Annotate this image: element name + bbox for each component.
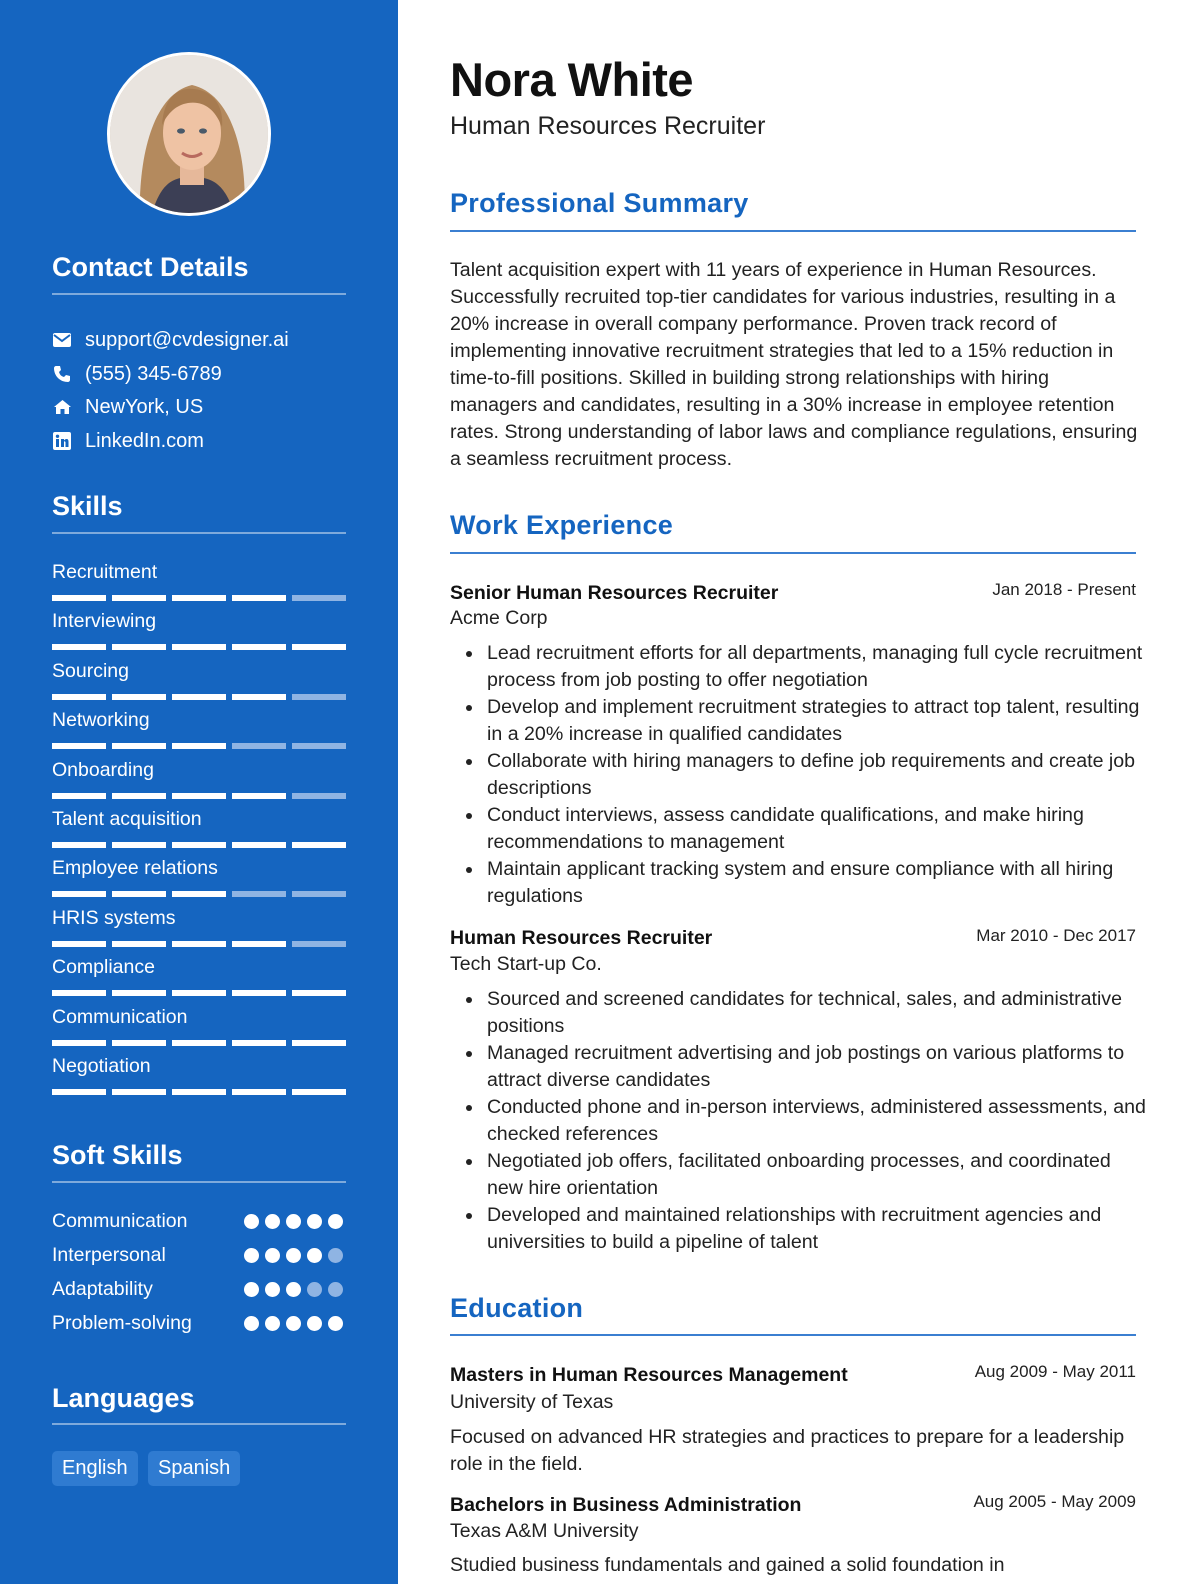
soft-skill-name: Communication: [52, 1210, 188, 1232]
skill-level-segment: [172, 644, 226, 650]
contact-email-text: support@cvdesigner.ai: [85, 328, 289, 351]
contact-phone-text: (555) 345-6789: [85, 362, 222, 385]
skill-level-segment: [172, 1089, 226, 1095]
soft-skill-rating: [244, 1214, 343, 1229]
rating-dot: [265, 1282, 280, 1297]
experience-divider: [450, 552, 1136, 554]
skills-heading: Skills: [52, 491, 123, 521]
rating-dot: [307, 1282, 322, 1297]
skill-level-segment: [172, 990, 226, 996]
skill-level-segment: [232, 595, 286, 601]
skill-level-segment: [172, 842, 226, 848]
skill-level-segment: [292, 595, 346, 601]
skill-level-segment: [112, 694, 166, 700]
skill-level-segment: [112, 1040, 166, 1046]
degree-description: Studied business fundamentals and gained a solid foundation in: [450, 1554, 1005, 1576]
skill-level-segment: [172, 694, 226, 700]
soft-skill-name: Interpersonal: [52, 1244, 166, 1266]
skill-level-segment: [232, 743, 286, 749]
skill-level-segment: [112, 644, 166, 650]
skill-level-segment: [232, 1089, 286, 1095]
contact-linkedin-text: LinkedIn.com: [85, 429, 204, 452]
skill-level-segment: [52, 793, 106, 799]
degree-dates: Aug 2005 - May 2009: [973, 1492, 1136, 1511]
job-bullet: Developed and maintained relationships with recruitment agencies and universities to build a pipeline of talent: [450, 1202, 1150, 1256]
job-title: Senior Human Resources Recruiter: [450, 582, 779, 604]
school-name: University of Texas: [450, 1391, 614, 1413]
job-bullet: Conducted phone and in-person interviews, administered assessments, and checked references: [450, 1094, 1150, 1148]
skill-level-segment: [172, 595, 226, 601]
rating-dot: [286, 1248, 301, 1263]
languages-divider: [52, 1423, 346, 1425]
skill-level-segment: [52, 1089, 106, 1095]
skill-level-bar: [52, 644, 346, 651]
rating-dot: [244, 1316, 259, 1331]
skill-level-segment: [52, 644, 106, 650]
degree-description: Focused on advanced HR strategies and practices to prepare for a leadership role in the field.: [450, 1426, 1125, 1475]
job-bullets: [450, 986, 1150, 1256]
skill-level-segment: [172, 941, 226, 947]
rating-dot: [286, 1214, 301, 1229]
contact-phone[interactable]: [52, 361, 222, 387]
skill-name: HRIS systems: [52, 907, 176, 929]
job-bullet: Maintain applicant tracking system and ensure compliance with all hiring regulations: [450, 856, 1150, 910]
skill-name: Sourcing: [52, 660, 129, 682]
skill-level-bar: [52, 793, 346, 800]
soft-skill-name: Adaptability: [52, 1278, 153, 1300]
skill-level-segment: [52, 595, 106, 601]
skill-level-segment: [52, 941, 106, 947]
rating-dot: [286, 1282, 301, 1297]
rating-dot: [328, 1316, 343, 1331]
skill-level-segment: [232, 694, 286, 700]
job-bullet: Negotiated job offers, facilitated onboarding processes, and coordinated new hire orientation: [450, 1148, 1150, 1202]
soft-skills-divider: [52, 1181, 346, 1183]
rating-dot: [328, 1214, 343, 1229]
skill-name: Communication: [52, 1006, 188, 1028]
skill-level-segment: [292, 941, 346, 947]
skill-level-segment: [232, 941, 286, 947]
skill-level-segment: [52, 842, 106, 848]
skill-level-segment: [292, 842, 346, 848]
rating-dot: [286, 1316, 301, 1331]
contact-email[interactable]: [52, 327, 289, 353]
main-content: [398, 0, 1200, 1584]
degree-dates: Aug 2009 - May 2011: [974, 1362, 1136, 1381]
contact-heading: Contact Details: [52, 252, 249, 282]
skill-level-segment: [292, 891, 346, 897]
rating-dot: [307, 1248, 322, 1263]
summary-divider: [450, 230, 1136, 232]
skill-level-segment: [112, 595, 166, 601]
soft-skill-rating: [244, 1282, 343, 1297]
home-icon: [52, 397, 72, 417]
skill-level-segment: [112, 1089, 166, 1095]
job-dates: Mar 2010 - Dec 2017: [976, 926, 1136, 945]
contact-location-text: NewYork, US: [85, 395, 204, 418]
skill-name: Compliance: [52, 956, 155, 978]
soft-skill-name: Problem-solving: [52, 1312, 192, 1334]
summary-heading: Professional Summary: [450, 188, 749, 218]
skill-level-bar: [52, 1040, 346, 1047]
rating-dot: [244, 1282, 259, 1297]
school-name: Texas A&M University: [450, 1520, 639, 1542]
summary-text: Talent acquisition expert with 11 years of experience in Human Resources. Successfully recruited top-tier candidates for various industries, resulting in a 20% increase in overall company performance. Proven track record of implementing innovative recruitment strategies that led to a 15% reduction in time-to-fill positions. Skilled in building strong relationships with hiring managers and candidates, resulting in a 30% increase in employee retention rates. Strong understanding of labor laws and compliance regulations, ensuring a seamless recruitment process.: [450, 259, 1138, 470]
contact-divider: [52, 293, 346, 295]
job-bullet: Managed recruitment advertising and job postings on various platforms to attract diverse candidates: [450, 1040, 1150, 1094]
rating-dot: [265, 1248, 280, 1263]
job-bullets: [450, 640, 1150, 910]
soft-skill-rating: [244, 1316, 343, 1331]
degree-title: Bachelors in Business Administration: [450, 1494, 802, 1516]
skill-level-segment: [52, 694, 106, 700]
skill-level-segment: [232, 891, 286, 897]
skill-level-segment: [232, 644, 286, 650]
skill-level-segment: [52, 1040, 106, 1046]
degree-title: Masters in Human Resources Management: [450, 1364, 848, 1386]
job-bullet: Develop and implement recruitment strategies to attract top talent, resulting in a 20% increase in qualified candidates: [450, 694, 1150, 748]
skill-level-segment: [172, 793, 226, 799]
skill-level-segment: [292, 793, 346, 799]
skill-level-segment: [112, 891, 166, 897]
skill-name: Networking: [52, 709, 150, 731]
skill-level-segment: [292, 1040, 346, 1046]
skill-level-segment: [292, 1089, 346, 1095]
skill-level-segment: [292, 990, 346, 996]
skill-level-segment: [172, 743, 226, 749]
skill-level-segment: [292, 644, 346, 650]
experience-heading: Work Experience: [450, 510, 674, 540]
skill-level-segment: [292, 694, 346, 700]
skill-name: Negotiation: [52, 1055, 151, 1077]
job-bullet: Lead recruitment efforts for all departments, managing full cycle recruitment process from job posting to offer negotiation: [450, 640, 1150, 694]
job-bullet: Conduct interviews, assess candidate qualifications, and make hiring recommendations to management: [450, 802, 1150, 856]
skill-level-segment: [52, 891, 106, 897]
rating-dot: [265, 1316, 280, 1331]
skill-level-segment: [232, 1040, 286, 1046]
envelope-icon: [52, 330, 72, 350]
skill-level-segment: [292, 743, 346, 749]
contact-location: [52, 394, 203, 420]
language-tag-spanish: Spanish: [148, 1451, 240, 1486]
candidate-name: Nora White: [450, 53, 694, 106]
skill-level-segment: [52, 743, 106, 749]
skill-name: Employee relations: [52, 857, 218, 879]
job-bullet: Sourced and screened candidates for technical, sales, and administrative positions: [450, 986, 1150, 1040]
skill-name: Interviewing: [52, 610, 157, 632]
job-bullet: Collaborate with hiring managers to define job requirements and create job descriptions: [450, 748, 1150, 802]
skills-divider: [52, 532, 346, 534]
language-tag-english: English: [52, 1451, 138, 1486]
skill-name: Onboarding: [52, 759, 154, 781]
skill-level-bar: [52, 595, 346, 602]
soft-skills-heading: Soft Skills: [52, 1140, 183, 1170]
skill-level-bar: [52, 891, 346, 898]
skill-level-segment: [112, 743, 166, 749]
education-divider: [450, 1334, 1136, 1336]
education-heading: Education: [450, 1293, 584, 1323]
candidate-title: Human Resources Recruiter: [450, 112, 766, 140]
skill-level-segment: [112, 941, 166, 947]
skill-level-segment: [232, 990, 286, 996]
languages-heading: Languages: [52, 1383, 195, 1413]
skill-level-bar: [52, 694, 346, 701]
skill-level-segment: [112, 793, 166, 799]
job-dates: Jan 2018 - Present: [992, 580, 1136, 599]
skill-level-segment: [172, 891, 226, 897]
skill-level-segment: [172, 1040, 226, 1046]
skill-level-bar: [52, 842, 346, 849]
skill-level-segment: [112, 990, 166, 996]
skill-level-segment: [112, 842, 166, 848]
rating-dot: [328, 1282, 343, 1297]
skill-level-bar: [52, 743, 346, 750]
skill-level-segment: [232, 842, 286, 848]
rating-dot: [265, 1214, 280, 1229]
phone-icon: [52, 364, 72, 384]
sidebar: [0, 0, 398, 1584]
linkedin-icon: [52, 431, 72, 451]
profile-photo: [107, 52, 271, 216]
job-company: Tech Start-up Co.: [450, 953, 602, 975]
rating-dot: [244, 1214, 259, 1229]
skill-name: Talent acquisition: [52, 808, 202, 830]
skill-level-bar: [52, 1089, 346, 1096]
rating-dot: [307, 1316, 322, 1331]
skill-level-bar: [52, 941, 346, 948]
rating-dot: [328, 1248, 343, 1263]
rating-dot: [244, 1248, 259, 1263]
skill-name: Recruitment: [52, 561, 158, 583]
soft-skill-rating: [244, 1248, 343, 1263]
skill-level-bar: [52, 990, 346, 997]
job-company: Acme Corp: [450, 607, 548, 629]
skill-level-segment: [232, 793, 286, 799]
contact-linkedin[interactable]: [52, 428, 204, 454]
portrait-image: [110, 55, 271, 216]
skill-level-segment: [52, 990, 106, 996]
rating-dot: [307, 1214, 322, 1229]
job-title: Human Resources Recruiter: [450, 927, 713, 949]
